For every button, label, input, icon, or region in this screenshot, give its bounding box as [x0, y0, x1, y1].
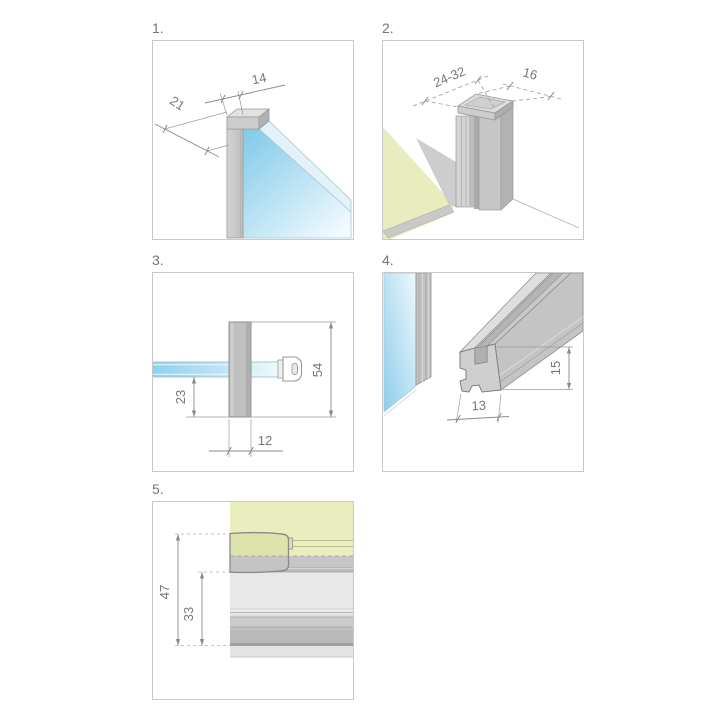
glass-clamp: [278, 357, 302, 381]
dimension-depth: [155, 93, 229, 157]
dimension-width: [447, 394, 509, 423]
panel-2: [382, 20, 584, 240]
panel-4-box: [382, 272, 584, 472]
wall-profile-section: [229, 322, 251, 417]
panel-5-number: 5.: [152, 481, 164, 497]
dim-label-14: 14: [250, 69, 268, 88]
panel-1: [152, 20, 354, 240]
panel-4: [382, 252, 584, 472]
floor-rail: [460, 273, 583, 392]
panel-1-box: [152, 40, 354, 240]
panel-3-box: [152, 272, 354, 472]
dim-label-16: 16: [521, 64, 540, 83]
panel-2-number: 2.: [382, 20, 394, 36]
dim-label-54: 54: [310, 362, 325, 378]
dim-label-13: 13: [471, 397, 487, 414]
panel-5: [152, 481, 354, 700]
glass-panel: [243, 121, 351, 238]
panel-3-number: 3.: [152, 252, 164, 268]
wall-profile-assembly: [456, 94, 513, 210]
dim-label-15: 15: [548, 360, 563, 376]
panel-2-diagram: [383, 41, 583, 239]
dimension-inset: [173, 377, 229, 417]
panel-1-number: 1.: [152, 20, 164, 36]
panel-4-number: 4.: [382, 252, 394, 268]
dim-label-21: 21: [167, 92, 188, 114]
dimension-inner-height: [181, 572, 204, 646]
profile-cap-front: [227, 117, 259, 129]
dim-label-24-32: 24-32: [431, 63, 468, 91]
dim-label-33: 33: [181, 606, 196, 622]
dimension-profile-depth: [476, 65, 561, 101]
panel-5-box: [152, 501, 354, 700]
glass-panel: [384, 273, 431, 416]
dim-label-23: 23: [173, 389, 188, 405]
panel-3: [152, 252, 354, 472]
panel-1-diagram: [153, 41, 353, 239]
dim-label-12: 12: [257, 433, 273, 448]
glass-panel: [153, 362, 279, 377]
dimension-width: [209, 419, 283, 457]
floor-edge: [513, 199, 579, 228]
panel-4-diagram: [383, 273, 583, 471]
panel-2-box: [382, 40, 584, 240]
dim-label-47: 47: [157, 584, 172, 600]
dimension-width: [205, 70, 285, 115]
panel-5-diagram: [153, 502, 353, 699]
dimension-outer-height: [157, 534, 180, 646]
panel-3-diagram: [153, 273, 353, 471]
